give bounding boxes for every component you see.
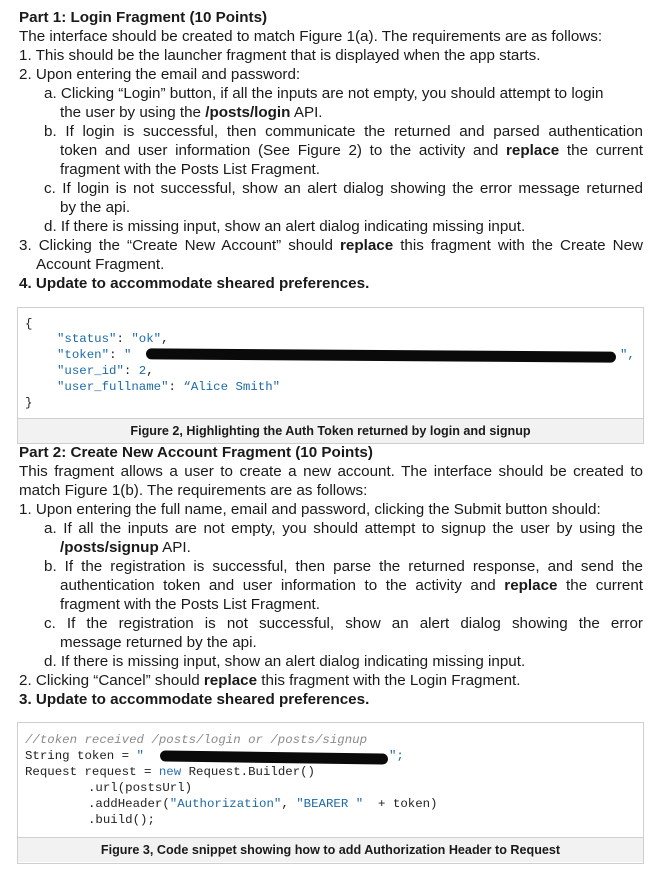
string-literal: "Authorization" (169, 797, 282, 811)
json-value: " (123, 348, 132, 362)
figure2-box (17, 307, 644, 444)
part1-item-2b-line1: b. If login is successful, then communicate the returned and parsed authentication (44, 123, 643, 140)
json-close-brace: } (25, 396, 33, 410)
json-open-brace: { (25, 317, 33, 331)
token-redaction-mark (160, 750, 388, 764)
part2-item-1: 1. Upon entering the full name, email and password, clicking the Submit button should: (19, 501, 601, 518)
replace-keyword: replace (339, 237, 394, 254)
part2-item-1c-line1: c. If the registration is not successful, show an alert dialog showing the error (44, 615, 643, 632)
text: String token = (25, 749, 137, 763)
part2-heading: Part 2: Create New Account Fragment (10 Points) (19, 444, 373, 461)
part2-item-1a-line1: a. If all the inputs are not empty, you should attempt to signup the user by using the (44, 520, 643, 537)
figure3-caption: Figure 3, Code snippet showing how to add Authorization Header to Request (18, 837, 643, 862)
json-value: ", (620, 348, 635, 362)
json-token-line: "token": " (57, 348, 132, 362)
json-value: 2 (138, 364, 147, 378)
json-value: “Alice Smith" (183, 380, 281, 394)
code-line-request (25, 764, 315, 780)
json-token-close (620, 347, 635, 363)
text: Request.Builder() (181, 765, 315, 779)
part2-item-1b-line1: b. If the registration is successful, then parse the returned response, and send the (44, 558, 643, 575)
text: the user by using the (60, 104, 206, 121)
part2-item-1d: d. If there is missing input, show an alert dialog indicating missing input. (44, 653, 526, 670)
code-line-token (25, 748, 144, 764)
part1-item-4: 4. Update to accommodate sheared preferences. (19, 275, 370, 292)
json-key: "status" (57, 332, 117, 346)
code-line-build: .build(); (88, 813, 155, 827)
text: 2. Clicking “Cancel” should (19, 672, 204, 689)
string-literal: " (136, 749, 144, 763)
api-path-signup: /posts/signup (60, 539, 159, 556)
part1-intro: The interface should be created to match Figure 1(a). The requirements are as follows: (19, 28, 603, 45)
text: this fragment with the Create New (393, 237, 643, 254)
text: authentication token and user information to the activity and (60, 577, 505, 594)
figure2-caption: Figure 2, Highlighting the Auth Token returned by login and signup (18, 418, 643, 443)
code-comment: //token received /posts/login or /posts/signup (25, 733, 368, 747)
figure3-box (17, 722, 644, 864)
text: + token) (363, 797, 438, 811)
replace-keyword: replace (504, 577, 558, 594)
json-value: "ok" (131, 332, 162, 346)
json-user-id-line: "user_id": 2, (57, 364, 154, 378)
replace-keyword: replace (203, 672, 258, 689)
text: API. (290, 104, 323, 121)
text: Request request = (25, 765, 159, 779)
text: the current (559, 142, 643, 159)
part1-item-1: 1. This should be the launcher fragment that is displayed when the app starts. (19, 47, 541, 64)
json-key: "token" (57, 348, 110, 362)
part2-intro-line2: match Figure 1(b). The requirements are as follows: (19, 482, 368, 499)
part2-item-1a-line2 (60, 538, 660, 557)
part1-item-2a-line1: a. Clicking “Login” button, if all the inputs are not empty, you should attempt to login (44, 85, 604, 102)
json-key: "user_id" (57, 364, 124, 378)
text: this fragment with the Login Fragment. (257, 672, 521, 689)
text: 3. Clicking the “Create New Account” should (19, 237, 340, 254)
json-status-line: "status": "ok", (57, 332, 169, 346)
json-fullname-line: "user_fullname": “Alice Smith" (57, 380, 281, 394)
part2-item-3: 3. Update to accommodate sheared preferences. (19, 691, 370, 708)
part1-item-3-line2: Account Fragment. (36, 256, 165, 273)
keyword: new (158, 765, 182, 779)
string-literal: "BEARER " (296, 797, 364, 811)
code-line-header (88, 796, 438, 812)
part1-item-2: 2. Upon entering the email and password: (19, 66, 301, 83)
part2-intro-line1: This fragment allows a user to create a new account. The interface should be created to (19, 463, 643, 480)
string-literal: "; (389, 749, 404, 763)
part1-item-2c-line1: c. If login is not successful, show an alert dialog showing the error message returned (44, 180, 643, 197)
api-path-login: /posts/login (205, 104, 291, 121)
part2-item-1b-line3: fragment with the Posts List Fragment. (60, 596, 320, 613)
token-redaction-mark (146, 348, 616, 362)
part1-item-2b-line2 (60, 141, 643, 160)
part2-item-1b-line2 (60, 576, 643, 595)
part1-item-2a-line2 (60, 103, 660, 122)
part1-heading: Part 1: Login Fragment (10 Points) (19, 9, 268, 26)
part1-item-2d: d. If there is missing input, show an alert dialog indicating missing input. (44, 218, 526, 235)
part1-item-2b-line3: fragment with the Posts List Fragment. (60, 161, 320, 178)
text: API. (158, 539, 191, 556)
part1-item-2c-line2: by the api. (60, 199, 131, 216)
part2-item-2 (19, 671, 660, 690)
text: token and user information (See Figure 2) to the activity and (60, 142, 507, 159)
part1-item-3-line1 (19, 236, 643, 255)
part2-item-1c-line2: message returned by the api. (60, 634, 257, 651)
json-key: "user_fullname" (57, 380, 169, 394)
text: the current (557, 577, 643, 594)
replace-keyword: replace (506, 142, 560, 159)
text: , (281, 797, 297, 811)
text: .addHeader( (88, 797, 170, 811)
code-token-close (389, 748, 404, 764)
code-line-url: .url(postsUrl) (88, 781, 193, 795)
